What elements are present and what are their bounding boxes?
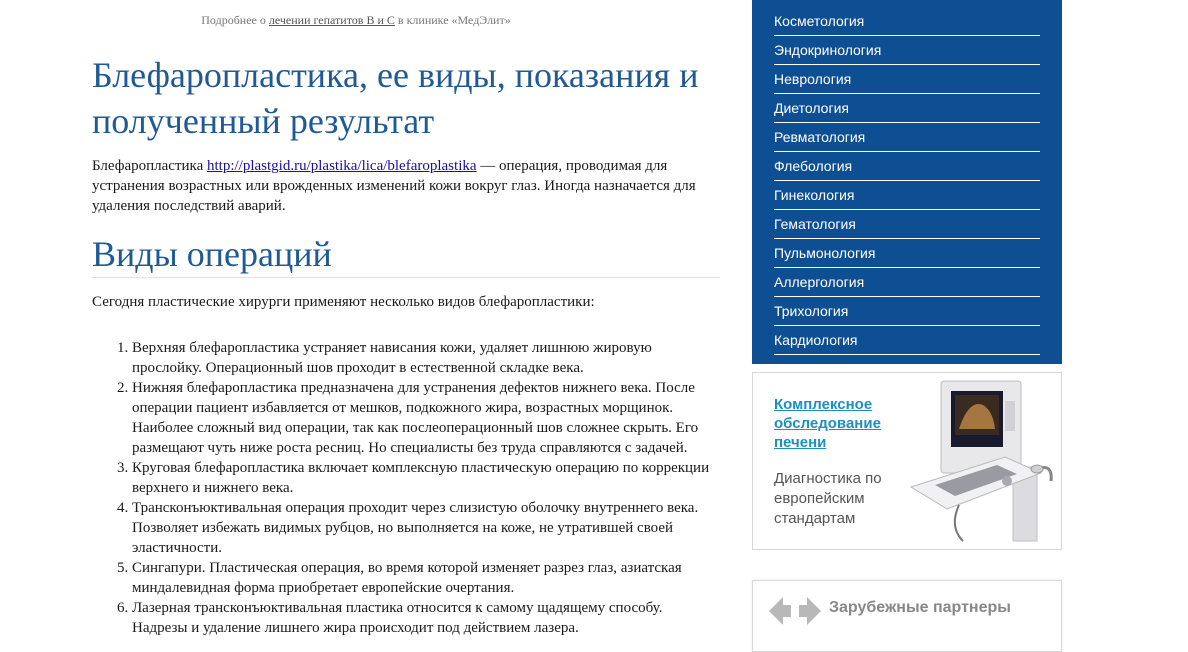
menu-item-label: Косметология — [774, 13, 865, 29]
menu-item-label: Ревматология — [774, 129, 866, 145]
menu-item-endocrinology[interactable] — [774, 36, 1040, 65]
menu-item-label: Неврология — [774, 71, 852, 87]
menu-item-label: Флебология — [774, 158, 853, 174]
menu-item-dietology[interactable] — [774, 94, 1040, 123]
menu-item-cosmetology[interactable] — [774, 7, 1040, 36]
menu-item-hematology[interactable] — [774, 210, 1040, 239]
list-item: 3. Круговая блефаропластика включает комплексную пластическую операцию по коррекции верхнего и нижнего века. — [132, 458, 720, 498]
menu-item-phlebology[interactable] — [774, 152, 1040, 181]
liver-exam-ad[interactable] — [752, 372, 1062, 550]
menu-item-allergology[interactable] — [774, 268, 1040, 297]
partners-label: Зарубежные партнеры — [829, 599, 1011, 616]
menu-item-gynecology[interactable] — [774, 181, 1040, 210]
menu-item-cardiology[interactable] — [774, 326, 1040, 355]
ultrasound-machine-icon — [893, 377, 1059, 545]
clinic-note-suffix: в клинике «МедЭлит» — [394, 13, 511, 27]
menu-item-label: Пульмонология — [774, 245, 876, 261]
plastgid-link[interactable]: http://plastgid.ru/plastika/lica/blefaroplastika — [207, 158, 477, 174]
arrows-left-right-icon — [767, 593, 823, 629]
article — [92, 52, 720, 638]
hepatitis-treatment-link[interactable]: лечении гепатитов В и С — [268, 13, 395, 27]
menu-item-rheumatology[interactable] — [774, 123, 1040, 152]
list-item: 1. Верхняя блефаропластика устраняет нависания кожи, удаляет лишнюю жировую прослойку. Операционный шов проходит в естественной складке века. — [132, 338, 720, 378]
ad-text: Диагностика по европейским стандартам — [774, 470, 882, 527]
list-item: 5. Сингапури. Пластическая операция, во время которой изменяет разрез глаз, азиатская миндалевидная форма приобретает европейские очертания. — [132, 558, 720, 598]
ad-title-link[interactable]: Комплексное обследование печени — [774, 396, 881, 451]
clinic-note-prefix: Подробнее о — [201, 13, 269, 27]
menu-item-pulmonology[interactable] — [774, 239, 1040, 268]
menu-item-trichology[interactable] — [774, 297, 1040, 326]
foreign-partners-block[interactable] — [752, 580, 1062, 652]
article-title: Блефаропластика, ее виды, показания и полученный результат — [92, 55, 699, 141]
clinic-note — [92, 13, 620, 28]
menu-item-label: Трихология — [774, 303, 849, 319]
menu-item-neurology[interactable] — [774, 65, 1040, 94]
intro-prefix: Блефаропластика — [92, 158, 207, 174]
specialties-menu — [752, 0, 1062, 364]
menu-item-label: Гематология — [774, 216, 856, 232]
section-title: Виды операций — [92, 234, 720, 278]
list-item: 2. Нижняя блефаропластика предназначена для устранения дефектов нижнего века. После операции пациент избавляется от мешков, подкожного жира, возрастных морщинок. Наиболее сложный вид операции, так как послеоперационный шов сложнее скрыть. Его размещают чуть ниже роста ресниц. Но специалисты без труда справляются с задачей. — [132, 378, 720, 458]
menu-item-label: Аллергология — [774, 274, 865, 290]
operation-types-list — [92, 338, 720, 638]
menu-item-label: Эндокринология — [774, 42, 882, 58]
menu-item-label: Диетология — [774, 100, 849, 116]
intro-suffix: — операция, проводимая для устранения возрастных или врожденных изменений кожи вокруг глаз. Иногда назначается для удаления последствий аварий. — [92, 158, 696, 214]
list-item: 4. Трансконъюктивальная операция проходит через слизистую оболочку внутреннего века. Позволяет избежать видимых рубцов, но выполняется на коже, не утратившей своей эластичности. — [132, 498, 720, 558]
list-item: 6. Лазерная трансконъюктивальная пластика относится к самому щадящему способу. Надрезы и удаление лишнего жира происходит под действием лазера. — [132, 598, 720, 638]
section-lead: Сегодня пластические хирурги применяют несколько видов блефаропластики: — [92, 294, 595, 310]
menu-item-label: Гинекология — [774, 187, 855, 203]
article-intro — [92, 156, 720, 216]
menu-item-label: Кардиология — [774, 332, 858, 348]
